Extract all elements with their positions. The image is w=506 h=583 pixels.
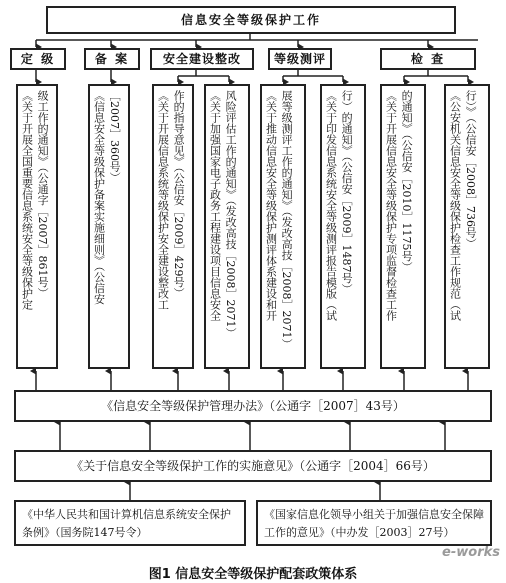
- doc-line: 《关于开展信息系统等级保护安全建设整改工: [156, 90, 170, 310]
- regulation-right: 《国家信息化领导小组关于加强信息安全保障工作的意见》（中办发［2003］27号）: [264, 508, 484, 539]
- doc-line: 《关于加强国家电子政务工程建设项目信息安全: [208, 90, 222, 321]
- implementation-opinion-box: [14, 450, 492, 482]
- management-method-box: [14, 390, 492, 422]
- management-method: 《信息安全等级保护管理办法》（公通字［2007］43号）: [101, 398, 405, 413]
- category-grading: [10, 48, 66, 70]
- doc-column-evaluation-system: [260, 84, 306, 369]
- doc-line: 《信息安全等级保护备案实施细则》（公信安: [92, 90, 106, 305]
- doc-line: 《关于开展全国重要信息系统安全等级保护定: [20, 90, 34, 310]
- doc-column-special-inspection: [380, 84, 426, 369]
- main-title: 信息安全等级保护工作: [180, 12, 321, 27]
- figure-caption: 图1 信息安全等级保护配套政策体系: [148, 567, 358, 582]
- category-rectification: [150, 48, 254, 70]
- doc-line: 行）的通知》（公信安［2009］1487号）: [340, 90, 354, 295]
- regulation-left: 《中华人民共和国计算机信息系统安全保护条例》（国务院147号令）: [22, 508, 231, 539]
- category-inspection: [380, 48, 476, 70]
- main-title-box: [46, 6, 456, 34]
- doc-line: 《关于开展信息安全等级保护专项监督检查工作: [384, 90, 398, 321]
- category-label: 定 级: [20, 51, 56, 66]
- category-label: 备 案: [94, 51, 130, 66]
- category-filing: [84, 48, 140, 70]
- doc-column-inspection-spec: [444, 84, 490, 369]
- category-evaluation: [268, 48, 332, 70]
- doc-line: 作的指导意见》（公信安［2009］429号）: [172, 90, 186, 299]
- doc-column-rectification: [152, 84, 194, 369]
- doc-line: ［2007］360号）: [108, 90, 122, 183]
- doc-column-risk-assessment: [204, 84, 250, 369]
- doc-line: 风险评估工作的通知》（发改高技［2008］2071）: [224, 90, 238, 339]
- doc-line: 的通知》（公信安［2010］1175号）: [400, 90, 414, 273]
- doc-line: 《关于推动信息安全等级保护测评体系建设和开: [264, 90, 278, 321]
- doc-line: 级工作的通知》（公通字［2007］861号）: [36, 90, 50, 299]
- doc-column-grading: [16, 84, 58, 369]
- implementation-opinion: 《关于信息安全等级保护工作的实施意见》（公通字［2004］66号）: [71, 458, 435, 473]
- doc-line: 行）》（公信安［2008］736号）: [464, 90, 478, 249]
- category-label: 等级测评: [273, 51, 326, 66]
- doc-line: 《公安机关信息安全等级保护检查工作规范（试: [448, 90, 462, 321]
- category-label: 检 查: [410, 51, 446, 66]
- doc-column-filing: [88, 84, 130, 369]
- watermark-logo: e-works: [442, 545, 500, 560]
- doc-column-evaluation-report: [320, 84, 366, 369]
- regulation-left-box: [14, 500, 246, 546]
- doc-line: 展等级测评工作的通知》（发改高技［2008］2071）: [280, 90, 294, 350]
- doc-line: 《关于印发信息系统安全等级测评报告模版（试: [324, 90, 338, 321]
- category-label: 安全建设整改: [162, 51, 241, 66]
- regulation-right-box: [256, 500, 492, 546]
